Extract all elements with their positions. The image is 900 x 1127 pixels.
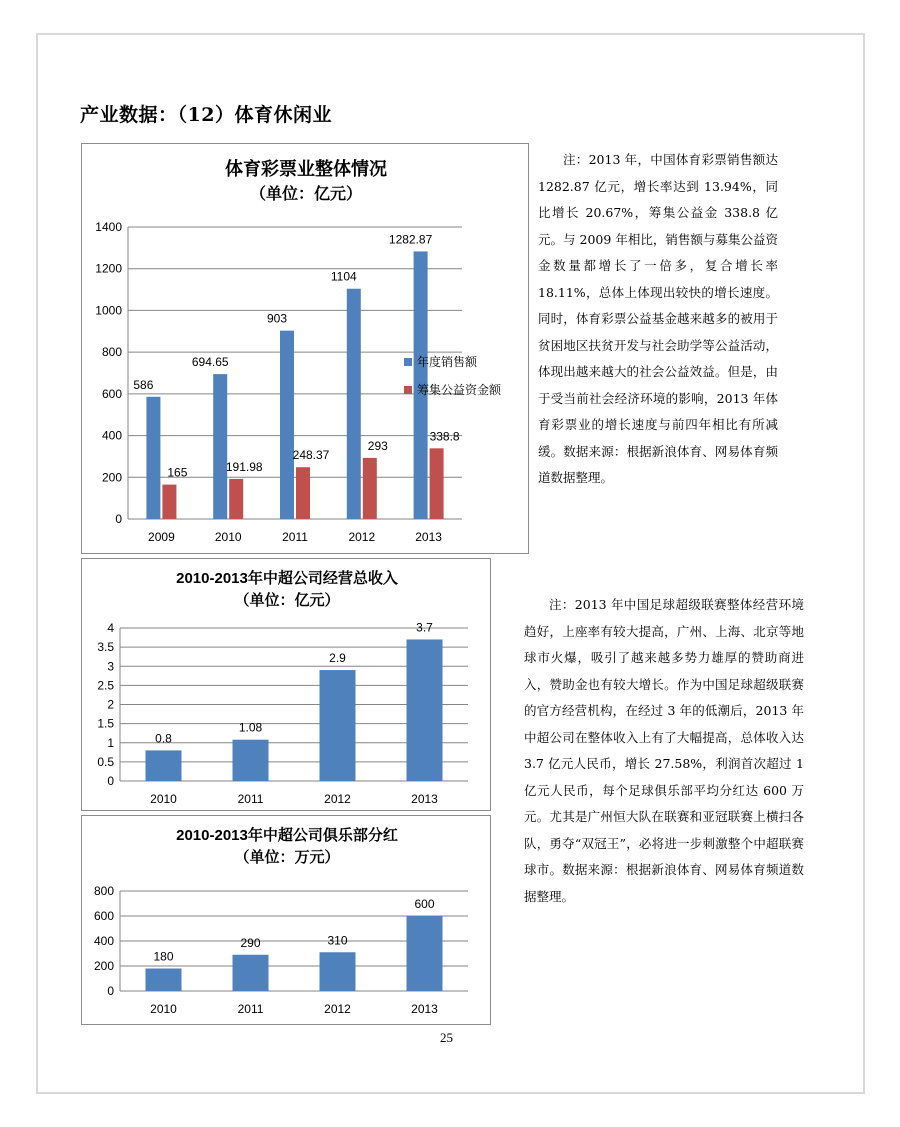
lottery-chart bbox=[81, 143, 529, 554]
lottery-note bbox=[538, 147, 778, 492]
lottery-y-tick-label: 400 bbox=[101, 428, 122, 443]
lottery-bar bbox=[347, 289, 361, 519]
lottery-bar bbox=[229, 479, 243, 519]
dividend-x-tick-label: 2010 bbox=[150, 1002, 177, 1016]
lottery-y-tick-label: 600 bbox=[101, 386, 122, 401]
revenue-data-label: 1.08 bbox=[238, 720, 263, 735]
lottery-y-tick-label: 1200 bbox=[95, 261, 122, 276]
lottery-y-tick-label: 200 bbox=[101, 470, 122, 485]
csl-note bbox=[524, 592, 804, 910]
revenue-y-tick-label: 3.5 bbox=[97, 640, 114, 655]
lottery-bar bbox=[280, 331, 294, 519]
lottery-data-label: 1282.87 bbox=[388, 232, 433, 247]
revenue-bar bbox=[233, 740, 269, 781]
dividend-x-tick-label: 2012 bbox=[324, 1002, 351, 1016]
lottery-y-tick-label: 0 bbox=[115, 512, 122, 526]
lottery-data-label: 586 bbox=[133, 377, 154, 392]
lottery-bar bbox=[213, 374, 227, 519]
lottery-y-tick-label: 1400 bbox=[95, 220, 122, 234]
revenue-y-tick-label: 4 bbox=[107, 621, 114, 635]
lottery-data-label: 1104 bbox=[330, 269, 357, 284]
page-number: 25 bbox=[440, 1030, 453, 1045]
lottery-data-label: 293 bbox=[367, 438, 388, 453]
revenue-data-label: 3.7 bbox=[416, 620, 433, 635]
dividend-data-label: 180 bbox=[153, 949, 174, 964]
revenue-subtitle: （单位：亿元） bbox=[234, 591, 340, 609]
dividend-y-tick-label: 800 bbox=[93, 884, 114, 898]
revenue-chart-svg bbox=[82, 559, 492, 812]
dividend-data-label: 290 bbox=[240, 935, 261, 950]
revenue-y-tick-label: 0.5 bbox=[97, 754, 114, 769]
revenue-data-label: 2.9 bbox=[329, 651, 346, 666]
lottery-y-tick-label: 1000 bbox=[95, 303, 122, 318]
lottery-bar bbox=[363, 458, 377, 519]
lottery-data-label: 248.37 bbox=[292, 448, 330, 463]
lottery-x-tick-label: 2012 bbox=[348, 530, 376, 544]
revenue-x-tick-label: 2012 bbox=[324, 792, 351, 806]
dividend-x-tick-label: 2011 bbox=[237, 1002, 264, 1016]
dividend-bar bbox=[146, 969, 182, 992]
revenue-y-tick-label: 1 bbox=[107, 735, 114, 750]
lottery-data-label: 694.65 bbox=[191, 355, 229, 370]
dividend-title: 2010-2013年中超公司俱乐部分红 bbox=[176, 827, 398, 844]
dividend-y-tick-label: 200 bbox=[93, 959, 114, 973]
lottery-bar bbox=[430, 448, 444, 519]
dividend-y-tick-label: 400 bbox=[93, 934, 114, 948]
page-heading: 产业数据：（12）体育休闲业 bbox=[80, 104, 332, 126]
revenue-bar bbox=[407, 639, 443, 781]
dividend-y-tick-label: 0 bbox=[107, 984, 114, 998]
dividend-x-tick-label: 2013 bbox=[411, 1002, 438, 1016]
revenue-x-tick-label: 2013 bbox=[411, 792, 438, 806]
revenue-chart bbox=[81, 558, 491, 811]
lottery-chart-svg bbox=[82, 144, 530, 555]
lottery-legend-swatch bbox=[404, 358, 412, 366]
dividend-data-label: 310 bbox=[327, 933, 348, 948]
lottery-x-tick-label: 2011 bbox=[282, 530, 308, 544]
dividend-bar bbox=[320, 952, 356, 991]
lottery-data-label: 903 bbox=[266, 311, 288, 326]
csl-note-text: 注：2013 年中国足球超级联赛整体经营环境趋好，上座率有较大提高，广州、上海、北京等地球市火爆，吸引了越来越多势力雄厚的赞助商进入，赞助金也有较大增长。作为中国足球超级联赛的官方经营机构，在经过 3 年的低潮后，2013 年中超公司在整体收入上有了大幅提高，总体收入达 3.7 亿元人民币，增长 27.58%，利润首次超过 1 亿元人民币，每个足球俱乐部平均分红达 600 万元。尤其是广州恒大队在联赛和亚冠联赛上横扫各队，勇夺“双冠王”，必将进一步刺激整个中超联赛球市。数据来源：根据新浪体育、网易体育频道数据整理。 bbox=[524, 597, 804, 904]
lottery-data-label: 338.8 bbox=[429, 429, 460, 444]
lottery-x-tick-label: 2009 bbox=[148, 530, 175, 544]
dividend-data-label: 600 bbox=[414, 897, 435, 911]
revenue-x-tick-label: 2010 bbox=[150, 792, 177, 806]
dividend-y-tick-label: 600 bbox=[93, 909, 114, 923]
revenue-bar bbox=[320, 670, 356, 781]
revenue-bar bbox=[146, 750, 182, 781]
revenue-y-tick-label: 1.5 bbox=[97, 716, 114, 731]
lottery-x-tick-label: 2010 bbox=[214, 530, 242, 544]
lottery-data-label: 191.98 bbox=[225, 459, 263, 474]
lottery-legend-label: 筹集公益资金额 bbox=[417, 383, 502, 397]
lottery-x-tick-label: 2013 bbox=[415, 530, 442, 544]
revenue-x-tick-label: 2011 bbox=[237, 792, 264, 806]
revenue-title: 2010-2013年中超公司经营总收入 bbox=[176, 570, 398, 587]
revenue-y-tick-label: 0 bbox=[107, 774, 114, 788]
revenue-y-tick-label: 2.5 bbox=[97, 678, 114, 693]
lottery-bar bbox=[162, 485, 176, 519]
lottery-bar bbox=[146, 397, 160, 519]
lottery-note-text: 注：2013 年，中国体育彩票销售额达 1282.87 亿元，增长率达到 13.94%，同比增长 20.67%，筹集公益金 338.8 亿元。与 2009 年相比，销售额与募集公益资金数量都增长了一倍多，复合增长率 18.11%，总体上体现出较快的增长速度。同时，体育彩票公益基金越来越多的被用于贫困地区扶贫开发与社会助学等公益活动，体现出越来越大的社会公益效益。但是，由于受当前社会经济环境的影响，2013 年体育彩票业的增长速度与前四年相比有所减缓。数据来源：根据新浪体育、网易体育频道数据整理。 bbox=[538, 152, 778, 485]
lottery-legend-swatch bbox=[404, 386, 412, 394]
dividend-bar bbox=[233, 955, 269, 991]
revenue-data-label: 0.8 bbox=[155, 731, 172, 746]
lottery-subtitle: （单位：亿元） bbox=[249, 184, 363, 203]
lottery-legend-label: 年度销售额 bbox=[417, 355, 478, 369]
dividend-chart-svg bbox=[82, 816, 492, 1026]
dividend-subtitle: （单位：万元） bbox=[234, 848, 340, 866]
lottery-data-label: 165 bbox=[167, 465, 188, 480]
lottery-title: 体育彩票业整体情况 bbox=[225, 159, 387, 180]
lottery-bar bbox=[296, 467, 310, 519]
revenue-y-tick-label: 2 bbox=[107, 697, 114, 712]
lottery-y-tick-label: 800 bbox=[101, 345, 122, 360]
dividend-bar bbox=[407, 916, 443, 991]
dividend-chart bbox=[81, 815, 491, 1025]
revenue-y-tick-label: 3 bbox=[107, 659, 114, 674]
